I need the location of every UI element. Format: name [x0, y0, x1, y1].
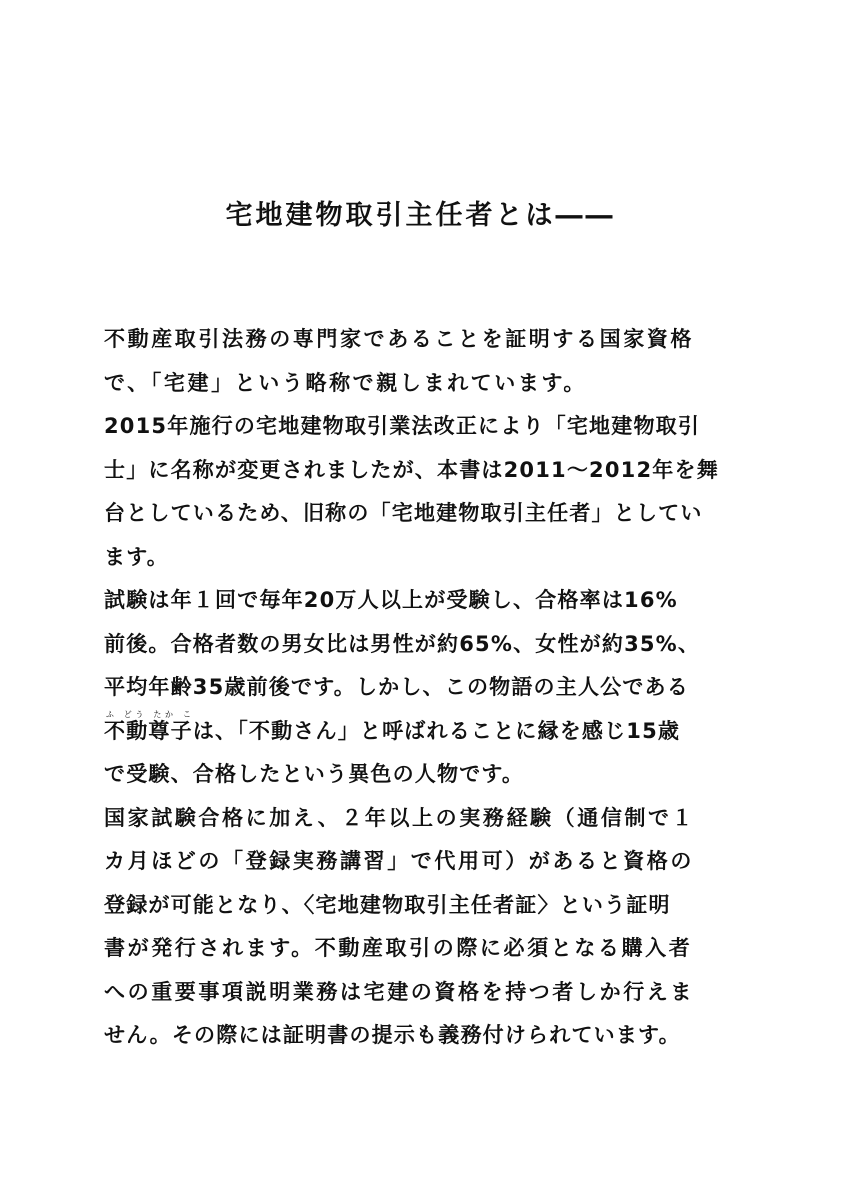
- text-line: 台としているため、旧称の「宅地建物取引主任者」としてい: [104, 501, 703, 525]
- text-line: 士」に名称が変更されましたが、本書は2011～2012年を舞: [104, 457, 719, 482]
- text-line: 平均年齢35歳前後です。しかし、この物語の主人公である: [104, 675, 689, 699]
- text-line: 国家試験合格に加え、２年以上の実務経験（通信制で１: [104, 805, 696, 830]
- text-line: で、「宅建」という略称で親しまれています。: [104, 370, 587, 395]
- ruby-text-line: [104, 710, 744, 754]
- text-line: 登録が可能となり、〈宅地建物取引主任者証〉という証明: [104, 892, 671, 917]
- text-line: 試験は年１回で毎年20万人以上が受験し、合格率は16%: [104, 588, 678, 612]
- text-line: カ月ほどの「登録実務講習」で代用可）があると資格の: [104, 849, 694, 873]
- character-name-base: 不動尊子: [104, 718, 193, 743]
- page-title: 宅地建物取引主任者とは――: [225, 200, 616, 231]
- ruby-line-rest: は、「不動さん」と呼ばれることに縁を感じ15歳: [192, 718, 681, 743]
- text-line: で受験、合格したという異色の人物です。: [104, 762, 525, 786]
- character-name: [104, 709, 193, 743]
- text-line: 不動産取引法務の専門家であることを証明する国家資格: [104, 327, 694, 351]
- body-text: [104, 318, 744, 1058]
- text-line: への重要事項説明業務は宅建の資格を持つ者しか行えま: [104, 979, 694, 1004]
- text-line: 2015年施行の宅地建物取引業法改正により「宅地建物取引: [104, 414, 701, 438]
- text-line: せん。その際には証明書の提示も義務付けられています。: [104, 1023, 681, 1047]
- text-line: 書が発行されます。不動産取引の際に必須となる購入者: [104, 936, 693, 960]
- text-line: ます。: [104, 544, 169, 569]
- text-line: 前後。合格者数の男女比は男性が約65%、女性が約35%、: [104, 631, 701, 656]
- character-name-reading: ふ どう たか こ: [104, 709, 193, 719]
